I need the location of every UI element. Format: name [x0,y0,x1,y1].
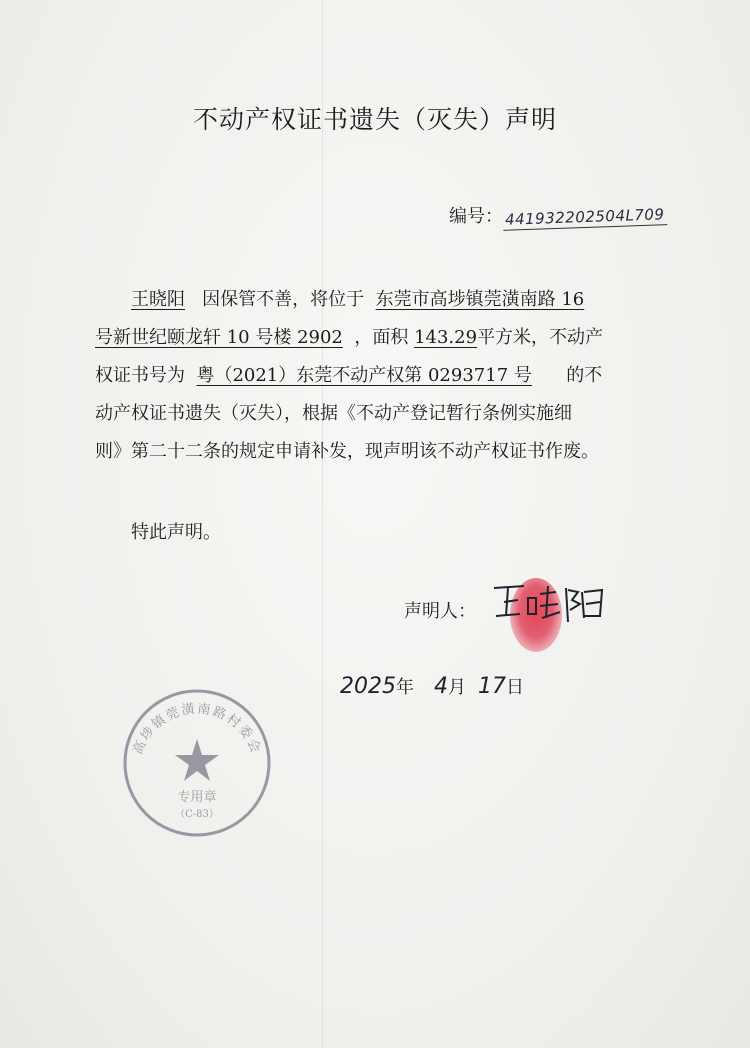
cert-prefix: 权证书号为 [95,365,185,386]
signer-label: 声明人： [404,601,476,622]
body-line-2 [95,319,635,357]
document-title: 不动产权证书遗失（灭失）声明 [192,105,557,134]
scan-fold-line [322,0,323,1048]
official-seal [121,687,273,839]
handwritten-signature [490,578,610,628]
seal-top-text: 高埗镇莞潢南路村委会 [130,701,264,757]
seal-bottom-text: 专用章 [177,790,217,805]
date-month-char: 月 [448,677,466,698]
closing-statement: 特此声明。 [131,522,221,543]
seal-code: （C-83） [175,809,219,820]
cert-number: 粤（2021）东莞不动产权第 0293717 号 [196,365,532,386]
body-line-1 [95,281,635,319]
star-icon [175,739,219,781]
number-label: 编号： [449,206,503,227]
date-day-char: 日 [506,677,524,698]
date-year: 2025 [340,674,396,699]
address-line1: 东莞市高埗镇莞潢南路 16 [375,289,585,310]
cert-suffix: 的不 [566,365,603,386]
date-month: 4 [434,674,448,699]
date-year-char: 年 [396,677,414,698]
body-line-3 [95,357,635,395]
document-number [449,202,667,228]
body-line-4: 动产权证书遗失（灭失），根据《不动产登记暂行条例实施细 [95,403,572,424]
number-value: 441932202504L709 [503,205,667,231]
declaration-date [340,673,524,699]
area-value: 143.29 [414,327,478,348]
declarant-name: 王晓阳 [131,289,185,310]
declaration-body [95,281,635,471]
area-label: ，面积 [354,327,409,348]
area-unit: 平方米，不动产 [477,327,604,348]
date-day: 17 [478,674,506,699]
body-line-5: 则》第二十二条的规定申请补发，现声明该不动产权证书作废。 [95,441,599,462]
address-line2: 号新世纪颐龙轩 10 号楼 2902 [95,327,343,348]
body-part1: 因保管不善，将位于 [202,289,365,310]
